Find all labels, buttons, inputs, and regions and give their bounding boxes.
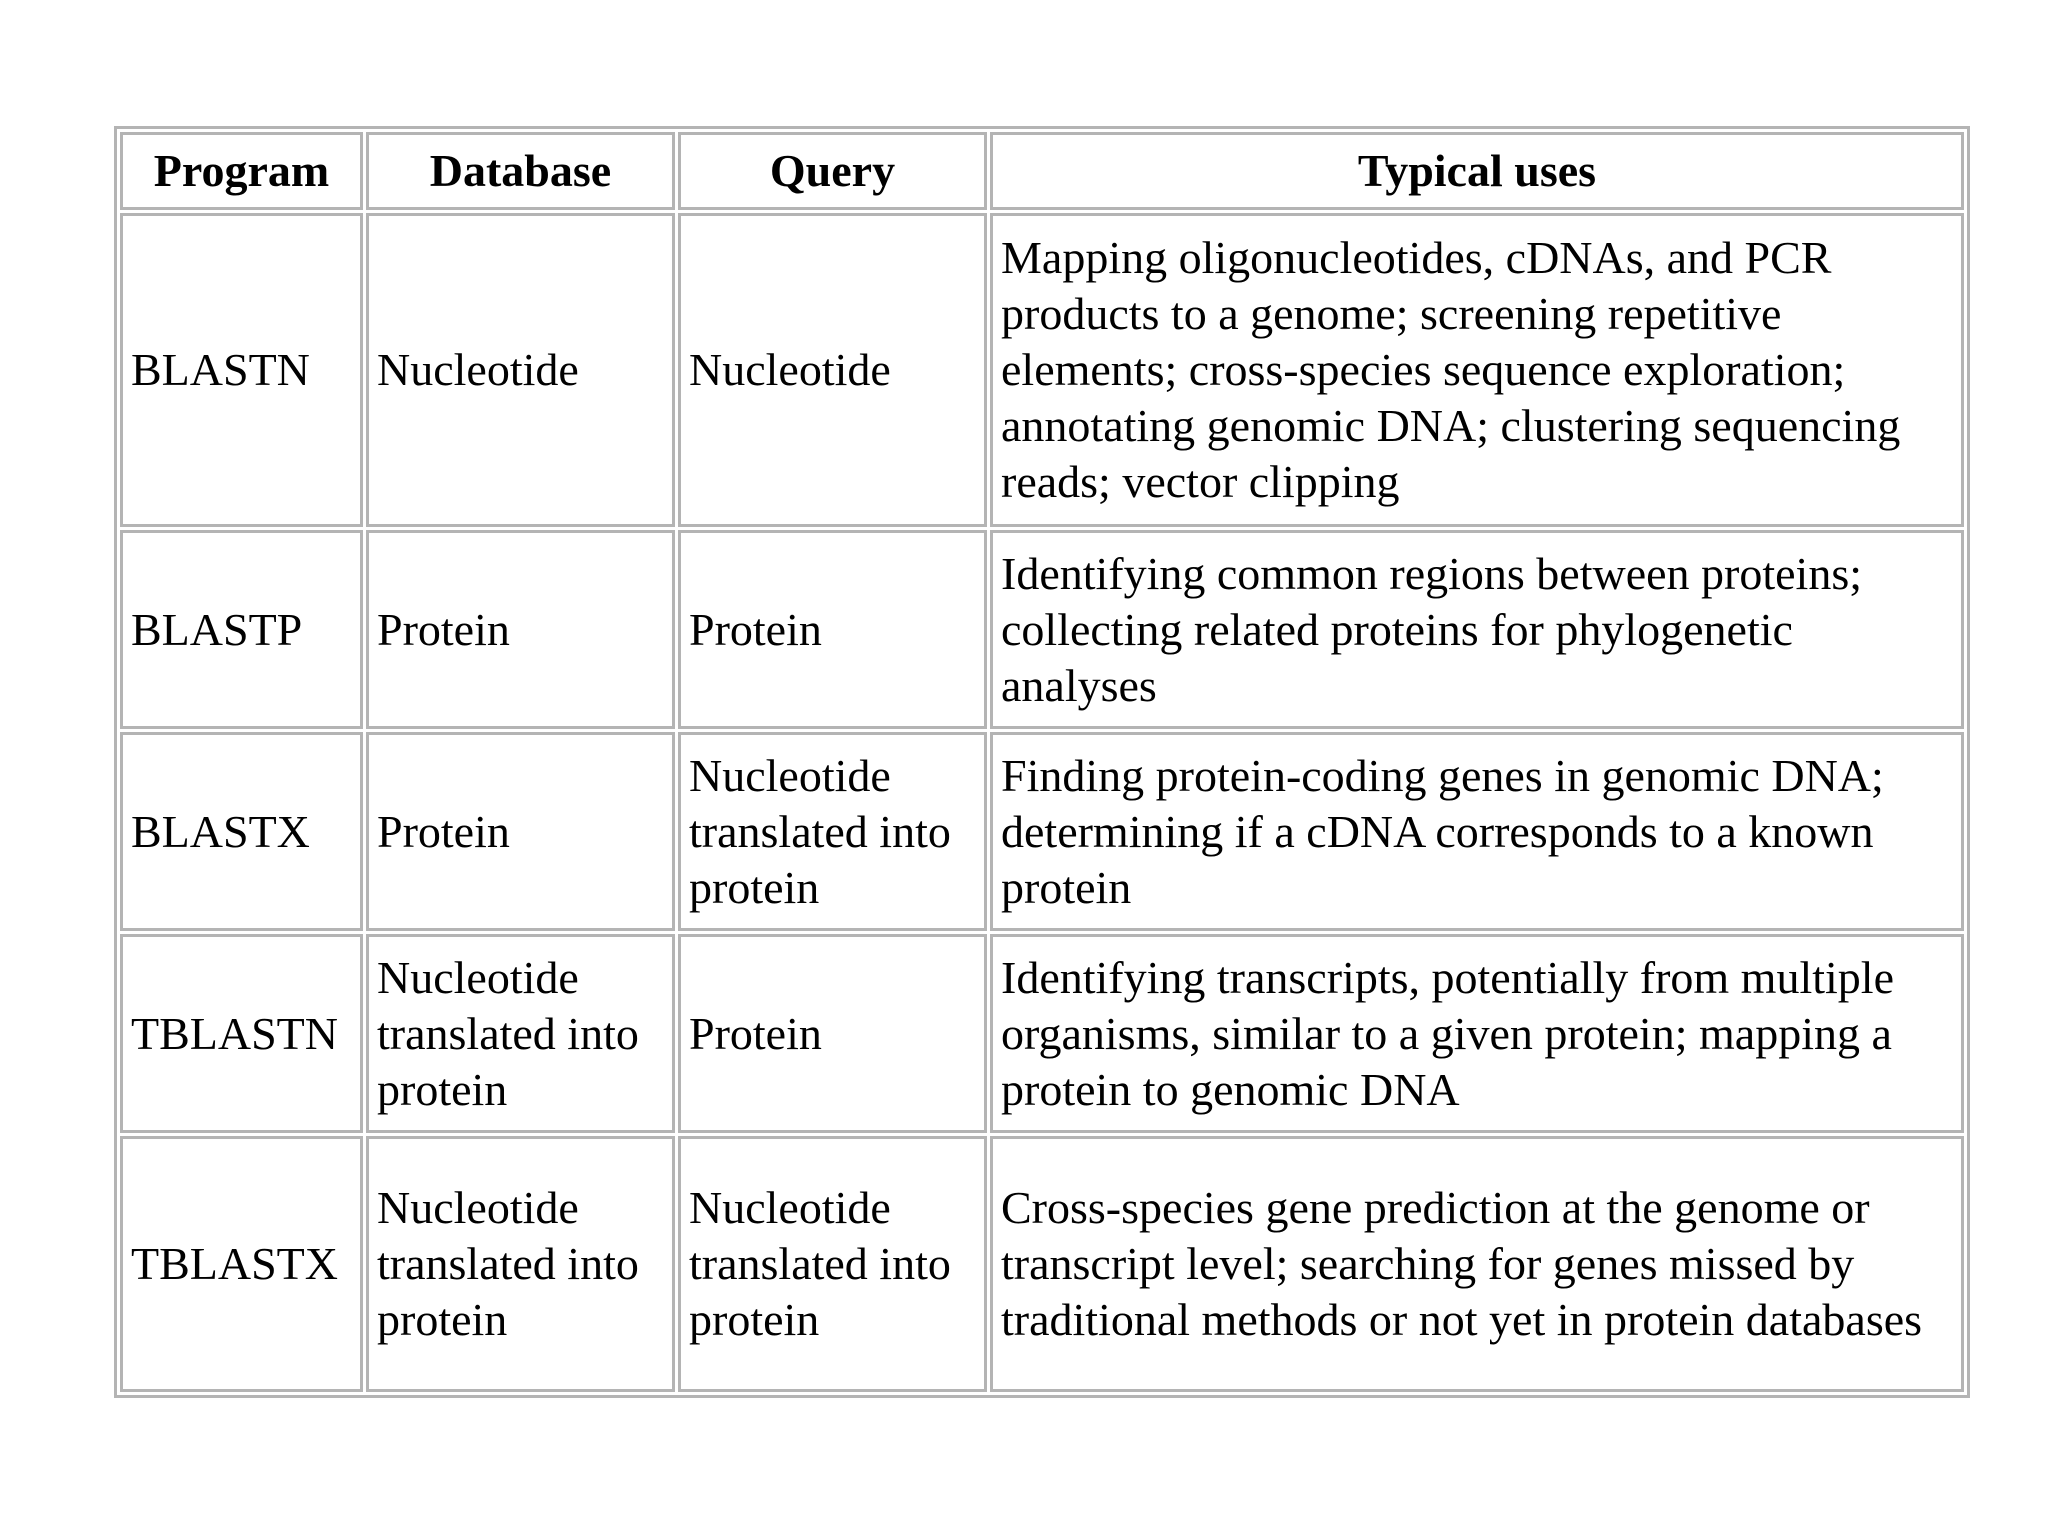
table-row <box>120 934 1964 1133</box>
cell-query: Nucleotide <box>678 213 987 527</box>
cell-query: Nucleotide translated into protein <box>678 732 987 931</box>
table-row <box>120 732 1964 931</box>
table-row <box>120 213 1964 527</box>
cell-program: BLASTN <box>120 213 363 527</box>
header-typical-uses: Typical uses <box>990 132 1964 210</box>
cell-database: Protein <box>366 732 675 931</box>
cell-typical-uses: Identifying transcripts, potentially from multiple organisms, similar to a given protein; mapping a protein to genomic DNA <box>990 934 1964 1133</box>
cell-query: Nucleotide translated into protein <box>678 1136 987 1392</box>
table-row <box>120 530 1964 729</box>
cell-query: Protein <box>678 934 987 1133</box>
cell-typical-uses: Mapping oligonucleotides, cDNAs, and PCR products to a genome; screening repetitive elements; cross-species sequence exploration; annotating genomic DNA; clustering sequencing reads; vector clipping <box>990 213 1964 527</box>
cell-typical-uses: Identifying common regions between proteins; collecting related proteins for phylogenetic analyses <box>990 530 1964 729</box>
cell-program: TBLASTN <box>120 934 363 1133</box>
cell-program: BLASTX <box>120 732 363 931</box>
cell-program: BLASTP <box>120 530 363 729</box>
blast-programs-table <box>114 126 1970 1398</box>
cell-query: Protein <box>678 530 987 729</box>
table-header-row <box>120 132 1964 210</box>
cell-database: Nucleotide <box>366 213 675 527</box>
header-program: Program <box>120 132 363 210</box>
header-query: Query <box>678 132 987 210</box>
table-row <box>120 1136 1964 1392</box>
cell-database: Nucleotide translated into protein <box>366 934 675 1133</box>
cell-typical-uses: Cross-species gene prediction at the genome or transcript level; searching for genes missed by traditional methods or not yet in protein databases <box>990 1136 1964 1392</box>
cell-database: Nucleotide translated into protein <box>366 1136 675 1392</box>
cell-typical-uses: Finding protein-coding genes in genomic DNA; determining if a cDNA corresponds to a known protein <box>990 732 1964 931</box>
cell-program: TBLASTX <box>120 1136 363 1392</box>
header-database: Database <box>366 132 675 210</box>
cell-database: Protein <box>366 530 675 729</box>
